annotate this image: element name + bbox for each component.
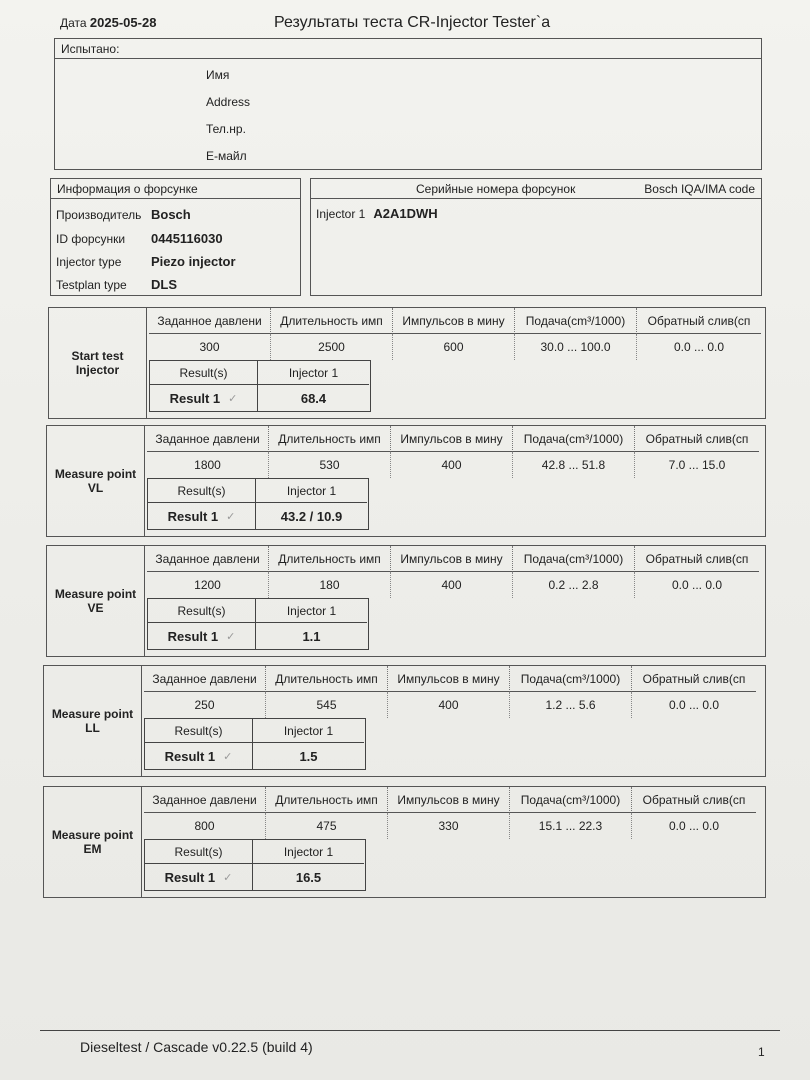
test-value: 400 [391,572,513,598]
result-table [144,839,366,891]
result-value: 16.5 [295,869,322,885]
report-date: Дата 2025-05-28 [60,15,157,30]
test-value: 0.2 ... 2.8 [513,572,635,598]
checkmark-icon: ✓ [223,871,233,884]
column-header: Подача(cm³/1000) [515,308,637,334]
result-row-label: Result 1 ✓ [148,503,256,529]
injector-info-caption: Информация о форсунке [51,179,300,199]
column-header: Обратный слив(сп [632,666,756,692]
test-value: 0.0 ... 0.0 [668,819,720,833]
info-row-type: Injector type Piezo injector [56,254,236,269]
results-label: Result(s) [145,840,253,864]
test-value: 475 [266,813,388,839]
column-header: Подача(cm³/1000) [513,546,635,572]
column-header: Импульсов в мину [391,426,513,452]
test-value: 600 [393,334,515,360]
test-block [48,307,766,419]
checkmark-icon: ✓ [226,630,236,643]
tested-section [54,38,762,170]
address-label: Address [206,95,251,109]
test-value: 1800 [147,452,269,478]
column-header: Длительность имп [269,546,391,572]
page-number: 1 [758,1045,765,1059]
injector-column-label: Injector 1 [258,361,369,385]
test-name: Start test Injector [49,308,147,418]
injector-column-label: Injector 1 [256,479,367,503]
tested-caption: Испытано: [55,39,761,59]
injector-column-label: Injector 1 [253,840,364,864]
column-header: Подача(cm³/1000) [510,666,632,692]
results-label: Result(s) [145,719,253,743]
column-header: Заданное давлени [144,787,266,813]
checkmark-icon: ✓ [228,392,238,405]
result-value: 1.1 [302,628,321,644]
test-value: 1200 [147,572,269,598]
results-label: Result(s) [148,479,256,503]
column-header: Длительность имп [266,666,388,692]
test-value: 250 [144,692,266,718]
test-value: 800 [144,813,266,839]
test-value: 30.0 ... 100.0 [515,334,637,360]
test-value: 0.0 ... 0.0 [673,340,725,354]
test-value: 545 [266,692,388,718]
email-label: E-майл [206,149,247,163]
serial-numbers [310,178,762,296]
test-value: 330 [388,813,510,839]
injector-column-label: Injector 1 [256,599,367,623]
result-table [147,478,369,530]
test-value: 1.2 ... 5.6 [510,692,632,718]
test-block [46,545,766,657]
result-row-label: Result 1 ✓ [145,743,253,769]
result-row-label: Result 1 ✓ [145,864,253,890]
column-header: Обратный слив(сп [635,426,759,452]
result-value: 1.5 [299,748,318,764]
column-header: Подача(cm³/1000) [513,426,635,452]
test-block [46,425,766,537]
info-row-id: ID форсунки 0445116030 [56,231,223,246]
column-header: Импульсов в мину [388,666,510,692]
column-header: Обратный слив(сп [635,546,759,572]
test-block [43,665,766,777]
column-header: Заданное давлени [147,426,269,452]
test-value: 2500 [271,334,393,360]
column-header: Длительность имп [266,787,388,813]
column-header: Длительность имп [271,308,393,334]
column-header: Заданное давлени [149,308,271,334]
column-header: Импульсов в мину [391,546,513,572]
result-value: 43.2 / 10.9 [280,508,343,524]
result-row-label: Result 1 ✓ [148,623,256,649]
results-label: Result(s) [150,361,258,385]
column-header: Импульсов в мину [393,308,515,334]
test-name: Measure point LL [44,666,142,776]
result-table [147,598,369,650]
serial-row: Injector 1 A2A1DWH [316,206,438,221]
test-value: 530 [269,452,391,478]
test-value: 0.0 ... 0.0 [668,698,720,712]
test-name: Measure point EM [44,787,142,897]
injector-info [50,178,301,296]
footer-divider [40,1030,780,1031]
name-label: Имя [206,68,230,82]
column-header: Заданное давлени [144,666,266,692]
column-header: Длительность имп [269,426,391,452]
column-header: Заданное давлени [147,546,269,572]
result-table [144,718,366,770]
test-value: 7.0 ... 15.0 [668,458,726,472]
serial-caption: Серийные номера форсунок Bosch IQA/IMA code [311,179,761,199]
test-value: 300 [149,334,271,360]
test-value: 15.1 ... 22.3 [510,813,632,839]
column-header: Обратный слив(сп [637,308,761,334]
test-block [43,786,766,898]
result-row-label: Result 1 ✓ [150,385,258,411]
test-name: Measure point VE [47,546,145,656]
checkmark-icon: ✓ [226,510,236,523]
footer-software: Dieseltest / Cascade v0.22.5 (build 4) [80,1039,313,1055]
column-header: Импульсов в мину [388,787,510,813]
injector-column-label: Injector 1 [253,719,364,743]
test-value: 180 [269,572,391,598]
column-header: Подача(cm³/1000) [510,787,632,813]
test-value: 0.0 ... 0.0 [671,578,723,592]
result-value: 68.4 [300,390,327,406]
info-row-manufacturer: Производитель Bosch [56,207,191,222]
checkmark-icon: ✓ [223,750,233,763]
result-table [149,360,371,412]
info-row-testplan: Testplan type DLS [56,277,177,292]
phone-label: Тел.нр. [206,122,246,136]
test-value: 400 [391,452,513,478]
results-label: Result(s) [148,599,256,623]
report-title: Результаты теста CR-Injector Tester`a [274,14,551,31]
column-header: Обратный слив(сп [632,787,756,813]
test-value: 42.8 ... 51.8 [513,452,635,478]
test-value: 400 [388,692,510,718]
test-name: Measure point VL [47,426,145,536]
